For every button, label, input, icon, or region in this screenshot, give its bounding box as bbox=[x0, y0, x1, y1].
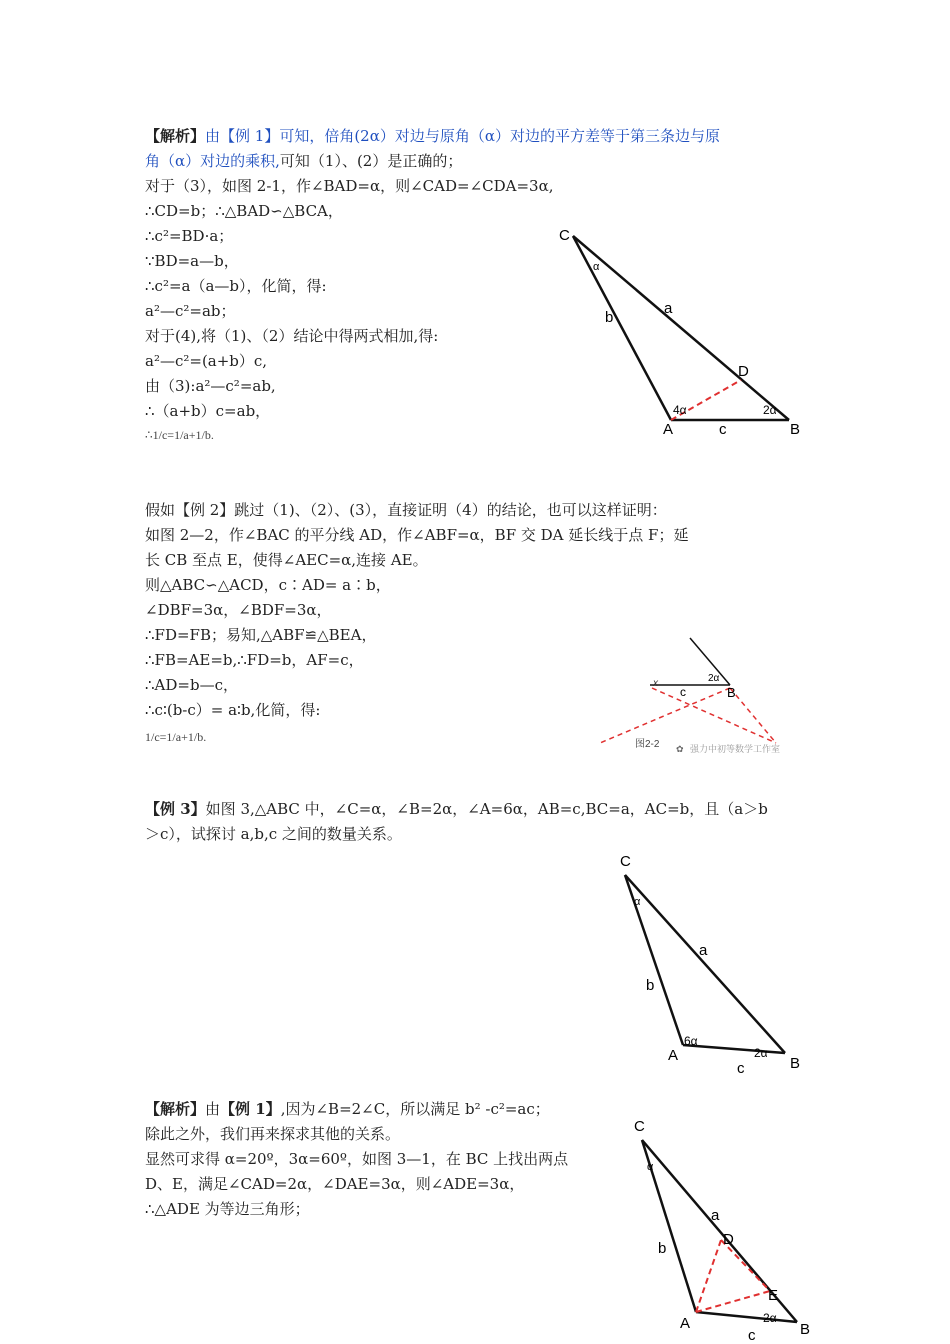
label-c: c bbox=[748, 1327, 756, 1344]
label-C: C bbox=[620, 853, 631, 870]
text-line: ∴FB=AE=b,∴FD=b，AF=c， bbox=[145, 651, 364, 669]
text-line: ∴c²=BD·a； bbox=[145, 227, 234, 245]
text-line: ∵BD=a—b， bbox=[145, 252, 239, 270]
watermark-icon: ✿ bbox=[676, 744, 684, 754]
text-line: ∠DBF=3α，∠BDF=3α， bbox=[145, 601, 332, 619]
label-a: a bbox=[664, 300, 673, 317]
label-b: b bbox=[658, 1240, 667, 1257]
label-A: A bbox=[680, 1315, 691, 1332]
label-C: C bbox=[634, 1118, 645, 1135]
text-line: 显然可求得 α=20º，3α=60º，如图 3—1，在 BC 上找出两点 bbox=[145, 1150, 569, 1168]
analysis-tag-2: 【解析】 bbox=[145, 1100, 206, 1118]
analysis-tag: 【解析】 bbox=[145, 127, 206, 145]
text-line: 长 CB 至点 E，使得∠AEC=α,连接 AE。 bbox=[145, 551, 428, 569]
label-b: b bbox=[605, 309, 614, 326]
example-text: 如图 3,△ABC 中，∠C=α，∠B=2α，∠A=6α，AB=c,BC=a，AC=b，且（a＞b bbox=[205, 800, 768, 818]
analysis-text: 可知（1）、(2）是正确的； bbox=[279, 152, 463, 170]
label-A: A bbox=[663, 421, 674, 438]
fraction-formula-2: 1/c=1/a+1/b. bbox=[145, 730, 207, 744]
text-line: a²—c²=(a+b）c, bbox=[145, 352, 268, 370]
text-line: ∴△ADE 为等边三角形； bbox=[145, 1200, 310, 1218]
text-line: D、E，满足∠CAD=2α，∠DAE=3α，则∠ADE=3α， bbox=[145, 1175, 525, 1193]
label-B: B bbox=[790, 1055, 801, 1072]
text-line: ∴c²=a（a—b），化简，得: bbox=[145, 277, 327, 295]
label-B: B bbox=[790, 421, 801, 438]
text-line: 如图 2—2，作∠BAC 的平分线 AD，作∠ABF=α，BF 交 DA 延长线于点 F；延 bbox=[145, 526, 689, 544]
label-D: D bbox=[738, 363, 749, 380]
figure-3 bbox=[610, 845, 810, 1080]
label-D: D bbox=[723, 1231, 734, 1248]
text-line: ∴c∶(b-c）= a∶b,化简，得: bbox=[145, 701, 321, 719]
text-line: ∴CD=b；∴△BAD∽△BCA， bbox=[145, 202, 343, 220]
figure-2-1 bbox=[550, 220, 820, 450]
example-ref: 【例 1】 bbox=[220, 1100, 281, 1118]
analysis-text: 由 bbox=[205, 1100, 221, 1118]
watermark: 强力中初等数学工作室 bbox=[690, 744, 781, 754]
label-2alpha: 2α bbox=[763, 403, 777, 417]
example-3-line-2: ＞c），试探讨 a,b,c 之间的数量关系。 bbox=[145, 825, 402, 843]
label-6alpha: 6α bbox=[684, 1034, 698, 1048]
fraction-formula: ∴1/c=1/a+1/b. bbox=[145, 428, 214, 442]
text-line: 由（3):a²—c²=ab, bbox=[145, 377, 276, 395]
label-B: B bbox=[800, 1321, 811, 1338]
example-tag: 【例 3】 bbox=[145, 800, 206, 818]
label-A: A bbox=[668, 1047, 679, 1064]
label-c: c bbox=[737, 1060, 745, 1077]
label-a: a bbox=[711, 1207, 720, 1224]
analysis-text-rest: ,因为∠B=2∠C，所以满足 b² -c²=ac； bbox=[280, 1100, 550, 1118]
figure-2-2 bbox=[590, 630, 800, 760]
label-2alpha: 2α bbox=[763, 1311, 777, 1325]
label-E: E bbox=[768, 1287, 779, 1304]
analysis-2-line-1 bbox=[145, 1097, 550, 1122]
label-alpha: α bbox=[634, 896, 641, 908]
label-c: c bbox=[680, 685, 686, 699]
text-line: 假如【例 2】跳过（1)、（2）、(3），直接证明（4）的结论，也可以这样证明： bbox=[145, 501, 667, 519]
text-line: 对于(4),将（1)、（2）结论中得两式相加,得: bbox=[145, 327, 439, 345]
label-b: b bbox=[646, 977, 655, 994]
example-3-line-1 bbox=[145, 797, 768, 822]
label-B: B bbox=[727, 685, 736, 700]
label-alpha: α bbox=[647, 1161, 654, 1173]
analysis-highlight-2: 角（α）对边的乘积, bbox=[145, 152, 280, 170]
text-line: 除此之外，我们再来探求其他的关系。 bbox=[145, 1125, 401, 1143]
label-alpha: α bbox=[593, 261, 600, 273]
label-C: C bbox=[559, 227, 570, 244]
text-line: 则△ABC∽△ACD，c∶AD= a∶b， bbox=[145, 576, 391, 594]
label-2alpha: 2α bbox=[708, 673, 720, 684]
figure-caption: 图2-2 bbox=[635, 739, 660, 750]
text-line: ∴AD=b—c， bbox=[145, 676, 238, 694]
text-line: ∴FD=FB；易知,△ABF≌△BEA， bbox=[145, 626, 377, 644]
label-4alpha: 4α bbox=[673, 403, 687, 417]
label-2alpha: 2α bbox=[754, 1046, 768, 1060]
text-line: 对于（3），如图 2-1，作∠BAD=α，则∠CAD=∠CDA=3α, bbox=[145, 177, 554, 195]
analysis-line-1 bbox=[145, 124, 720, 149]
label-c: c bbox=[719, 421, 727, 438]
text-line: a²—c²=ab； bbox=[145, 302, 236, 320]
label-a: a bbox=[699, 942, 708, 959]
analysis-highlight: 由【例 1】可知，倍角(2α）对边与原角（α）对边的平方差等于第三条边与原 bbox=[205, 127, 720, 145]
text-line: ∴（a+b）c=ab， bbox=[145, 402, 271, 420]
label-x: x bbox=[653, 678, 658, 689]
figure-3-1 bbox=[625, 1110, 825, 1344]
analysis-line-2 bbox=[145, 149, 462, 174]
